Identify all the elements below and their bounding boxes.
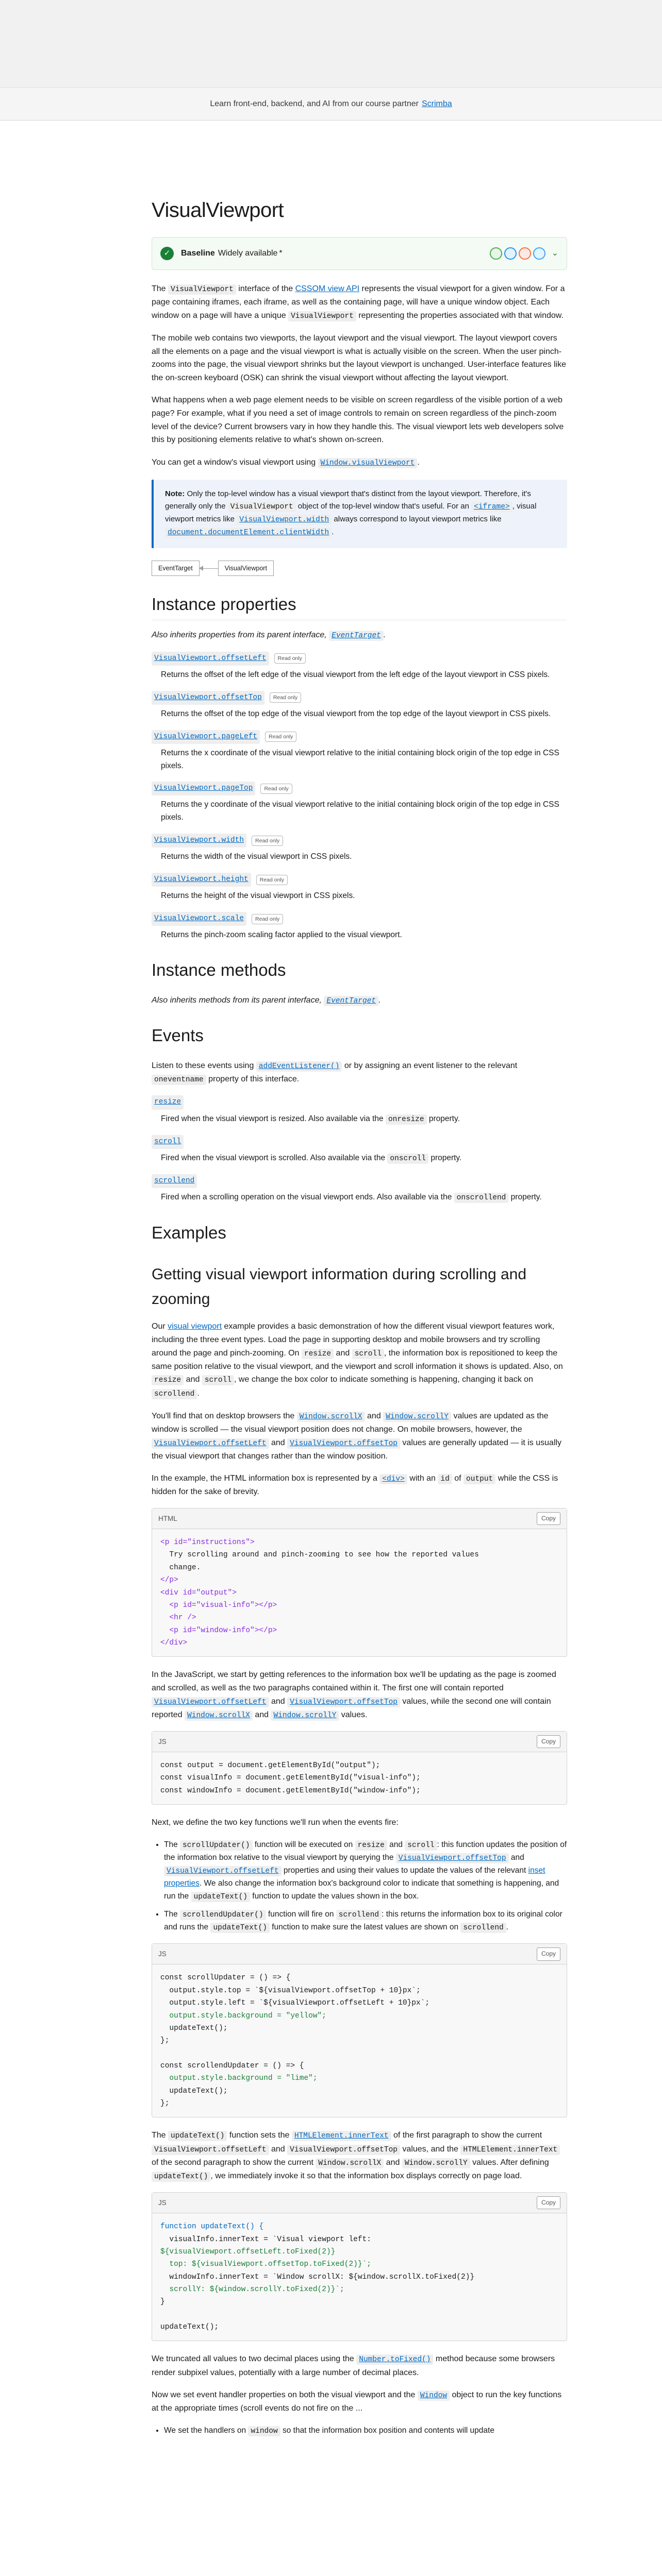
code-lang-label: JS xyxy=(158,1950,167,1958)
promo-link[interactable]: Scrimba xyxy=(422,99,452,108)
property-item xyxy=(152,730,567,773)
property-link[interactable]: VisualViewport.width xyxy=(152,834,246,848)
event-link-resize[interactable]: resize xyxy=(152,1095,184,1109)
visualviewport-width-link[interactable]: VisualViewport.width xyxy=(237,515,332,525)
paragraph-viewports: The mobile web contains two viewports, the layout viewport and the visual viewport. The layout viewport covers all the elements on a page and the visual viewport is what is actually visible on the screen. When the user pinch-zooms into the page, the visual viewport shrinks but the layout viewport is unchanged. User-interface features like the on-screen keyboard (OSK) can shrink the visual viewport without affecting the layout viewport. xyxy=(152,333,566,382)
browser-icons xyxy=(490,247,545,260)
edge-icon xyxy=(504,247,517,260)
list-item: • The scrollUpdater() function will be executed on resize and scroll : this function updates the position of the information box relative to the visual viewport by querying the VisualViewport.offsetTop and VisualViewport.offsetLeft properties and using their values to update the values of the relevant inset properties. We also change the information box's background color to indicate that something is happening, and run the updateText() function to update the values shown in the box. xyxy=(164,1839,567,1904)
example-paragraph-2: You'll find that on desktop browsers the Window.scrollX and Window.scrollY values are updated as the window is scrolled — the visual viewport position does not change. On mobile browsers, however, the VisualViewport.offsetLeft and VisualViewport.offsetTop values are generally updated — it is usually the visual viewport that changes rather than the window position. xyxy=(152,1411,562,1461)
handlers-list xyxy=(164,2425,567,2437)
cssom-view-link[interactable]: CSSOM view API xyxy=(295,284,360,293)
example-paragraph-6: The updateText() function sets the HTMLElement.innerText of the first paragraph to show the current VisualViewport.offsetLeft and VisualViewport.offsetTop values, and the HTMLElement.innerText of the second paragraph to show the current Window.scrollX and Window.scrollY values. After defining updateText() , we immediately invoke it so that the information box displays correctly on page load. xyxy=(152,2129,567,2183)
list-item: • The scrollendUpdater() function will fire on scrollend : this returns the information box to its original color and runs the updateText() function to make sure the latest values are shown on scrollend . xyxy=(164,1908,567,1934)
property-link[interactable]: VisualViewport.offsetLeft xyxy=(152,652,269,666)
heading-example-1[interactable]: Getting visual viewport information during scrolling and zooming xyxy=(152,1266,527,1308)
code-content: <p id="instructions"> Try scrolling around and pinch-zooming to see how the reported values change. </p> <div id="output"> <p id="visual-info"></p> <hr /> <p id="window-info"></p> </div> xyxy=(160,1538,479,1647)
property-desc: Returns the y coordinate of the visual viewport relative to the initial containing block origin of the top edge in CSS pixels. xyxy=(161,800,559,822)
example-paragraph-8: Now we set event handler properties on both the visual viewport and the Window object to run the key functions at the appropriate times (scroll events do not fire on the ... xyxy=(152,2391,562,2413)
heading-examples[interactable]: Examples xyxy=(152,1223,226,1242)
property-link[interactable]: VisualViewport.scale xyxy=(152,912,246,926)
property-link[interactable]: VisualViewport.pageTop xyxy=(152,782,255,795)
intro-paragraph: The VisualViewport interface of the CSSOM view API represents the visual viewport for a given window. For a page containing iframes, each iframe, as well as the containing page, will have a unique window object. Each window on a page will have a unique VisualViewport representing the properties associated with that window. xyxy=(152,284,565,320)
example-paragraph-5: Next, we define the two key functions we'll run when the events fire: xyxy=(152,1818,399,1827)
property-desc: Returns the offset of the top edge of the visual viewport from the top edge of the layout viewport in CSS pixels. xyxy=(161,709,551,718)
event-link-scrollend[interactable]: scrollend xyxy=(152,1174,197,1188)
readonly-badge: Read only xyxy=(252,836,283,846)
property-desc: Returns the pinch-zoom scaling factor applied to the visual viewport. xyxy=(161,930,402,940)
baseline-status: Widely available xyxy=(218,249,278,258)
readonly-badge: Read only xyxy=(256,875,288,885)
code-lang-label: JS xyxy=(158,1737,167,1745)
promo-text: Learn front-end, backend, and AI from our course partner xyxy=(210,99,419,108)
copy-button[interactable]: Copy xyxy=(537,2196,560,2209)
property-item xyxy=(152,652,567,682)
property-item xyxy=(152,782,567,824)
property-item xyxy=(152,691,567,721)
safari-icon xyxy=(533,247,545,260)
heading-instance-methods[interactable]: Instance methods xyxy=(152,960,286,980)
list-item: • We set the handlers on window so that the information box position and contents will update xyxy=(164,2425,567,2437)
code-content: const scrollUpdater = () => { output.style.top = `${visualViewport.offsetTop + 10}px`; output.style.left = `${visualViewport.offsetLeft + 10}px`; output.style.background = "yellow"; updateText(); }; const scrollendUpdater = () => { output.style.background = "lime"; updateText(); }; xyxy=(160,1974,430,2108)
window-visualviewport-link[interactable]: Window.visualViewport xyxy=(318,458,418,468)
property-link[interactable]: VisualViewport.pageLeft xyxy=(152,730,260,744)
property-item xyxy=(152,912,567,942)
property-link[interactable]: VisualViewport.offsetTop xyxy=(152,691,264,705)
iframe-link[interactable]: <iframe> xyxy=(471,502,512,512)
chevron-down-icon[interactable]: ⌄ xyxy=(551,249,558,258)
events-intro: Listen to these events using addEventListener() or by assigning an event listener to the relevant oneventname property of this interface. xyxy=(152,1061,518,1084)
readonly-badge: Read only xyxy=(260,784,292,794)
example-paragraph-4: In the JavaScript, we start by getting references to the information box we'll be updating as the page is zoomed and scrolled, as well as the two paragraphs contained within it. The first one will contain reported VisualViewport.offsetLeft and VisualViewport.offsetTop values, while the second one will contain reported Window.scrollX and Window.scrollY values. xyxy=(152,1670,556,1720)
functions-list xyxy=(164,1839,567,1935)
example-paragraph-7: We truncated all values to two decimal places using the Number.toFixed() method because some browsers render subpixel values, potentially with a large number of decimal places. xyxy=(152,2354,555,2377)
code-block-js-2 xyxy=(152,1943,567,2117)
property-link[interactable]: VisualViewport.height xyxy=(152,873,251,887)
copy-button[interactable]: Copy xyxy=(537,1947,560,1960)
chrome-icon xyxy=(490,247,502,260)
property-desc: Returns the x coordinate of the visual viewport relative to the initial containing block origin of the top edge in CSS pixels. xyxy=(161,748,559,770)
event-item xyxy=(152,1174,567,1204)
firefox-icon xyxy=(519,247,531,260)
code-lang-label: HTML xyxy=(158,1514,177,1522)
event-desc: Fired when the visual viewport is scrolled. Also available via the onscroll property. xyxy=(161,1153,462,1163)
check-icon: ✓ xyxy=(160,247,174,260)
copy-button[interactable]: Copy xyxy=(537,1512,560,1525)
copy-button[interactable]: Copy xyxy=(537,1735,560,1748)
props-inherit-note: Also inherits properties from its parent interface, EventTarget . xyxy=(152,631,386,640)
event-desc: Fired when the visual viewport is resized. Also available via the onresize property. xyxy=(161,1114,460,1124)
property-desc: Returns the offset of the left edge of the visual viewport from the left edge of the layout viewport in CSS pixels. xyxy=(161,670,550,679)
event-desc: Fired when a scrolling operation on the visual viewport ends. Also available via the onscrollend property. xyxy=(161,1193,542,1202)
event-item xyxy=(152,1135,567,1165)
visual-viewport-example-link[interactable]: visual viewport xyxy=(168,1322,222,1331)
property-desc: Returns the height of the visual viewport in CSS pixels. xyxy=(161,891,355,901)
code-block-js-1 xyxy=(152,1731,567,1805)
event-link-scroll[interactable]: scroll xyxy=(152,1135,184,1149)
inherit-parent-box[interactable]: EventTarget xyxy=(152,561,200,576)
promo-bar xyxy=(0,88,662,121)
page-title: VisualViewport xyxy=(152,199,284,222)
event-item xyxy=(152,1095,567,1125)
baseline-label: Baseline xyxy=(181,249,215,258)
baseline-asterisk: * xyxy=(279,249,283,258)
readonly-badge: Read only xyxy=(265,732,296,742)
inherit-child-box: VisualViewport xyxy=(218,561,274,576)
methods-inherit-note: Also inherits methods from its parent interface, EventTarget . xyxy=(152,995,381,1005)
paragraph-get-viewport: You can get a window's visual viewport using Window.visualViewport . xyxy=(152,457,420,467)
baseline-banner[interactable] xyxy=(152,237,567,270)
code-content: function updateText() { visualInfo.innerText = `Visual viewport left: ${visualViewport.offsetLeft.toFixed(2)} top: ${visualViewport.offsetTop.toFixed(2)}`; windowInfo.innerText = `Window scrollX: ${window.scrollX.toFixed(2)} scrollY: ${window.scrollY.toFixed(2)}`; } updateText(); xyxy=(160,2223,475,2332)
readonly-badge: Read only xyxy=(252,914,283,924)
heading-instance-properties[interactable]: Instance properties xyxy=(152,594,567,620)
events-list xyxy=(152,1095,567,1204)
property-item xyxy=(152,834,567,863)
code-content: const output = document.getElementById("output"); const visualInfo = document.getElementById("visual-info"); const windowInfo = document.getElementById("window-info"); xyxy=(160,1761,421,1795)
heading-events[interactable]: Events xyxy=(152,1026,204,1045)
main-content xyxy=(152,121,567,2447)
top-banner-area xyxy=(0,0,662,88)
code-block-js-3 xyxy=(152,2192,567,2341)
note-callout: Note: Only the top-level window has a visual viewport that's distinct from the layout viewport. Therefore, it's generally only the VisualViewport object of the top-level window that's useful. For an <iframe> , visual viewport metrics like VisualViewport.width always correspond to layout viewport metrics like document.documentElement.clientWidth . xyxy=(152,480,567,549)
example-paragraph-3: In the example, the HTML information box is represented by a <div> with an id of output while the CSS is hidden for the sake of brevity. xyxy=(152,1474,558,1497)
paragraph-what-happens: What happens when a web page element needs to be visible on screen regardless of the visible portion of a web page? For example, what if you need a set of image controls to remain on screen regardless of the pinch-zoom level of the device? Current browsers vary in how they handle this. The visual viewport lets web developers solve this by positioning elements relative to what's shown on-screen. xyxy=(152,396,564,445)
inheritance-diagram xyxy=(152,561,567,576)
readonly-badge: Read only xyxy=(270,692,301,703)
code-block-html xyxy=(152,1508,567,1657)
example-paragraph-1: Our visual viewport example provides a basic demonstration of how the different visual viewport features work, including the three event types. Load the page in supporting desktop and mobile browsers and try scrolling around the page and pinch-zooming. On resize and scroll , the information box is repositioned to keep the same position relative to the visual viewport, and the viewport and scroll information it shows is updated. Also, on resize and scroll , we change the box color to indicate something is happening, changing it back on scrollend . xyxy=(152,1322,563,1398)
code-lang-label: JS xyxy=(158,2198,167,2207)
inherit-arrow xyxy=(200,568,218,569)
clientwidth-link[interactable]: document.documentElement.clientWidth xyxy=(165,528,332,538)
property-desc: Returns the width of the visual viewport in CSS pixels. xyxy=(161,852,352,861)
inset-properties-link[interactable]: inset properties xyxy=(164,1866,545,1888)
property-item xyxy=(152,873,567,903)
readonly-badge: Read only xyxy=(274,653,306,664)
properties-list xyxy=(152,652,567,942)
